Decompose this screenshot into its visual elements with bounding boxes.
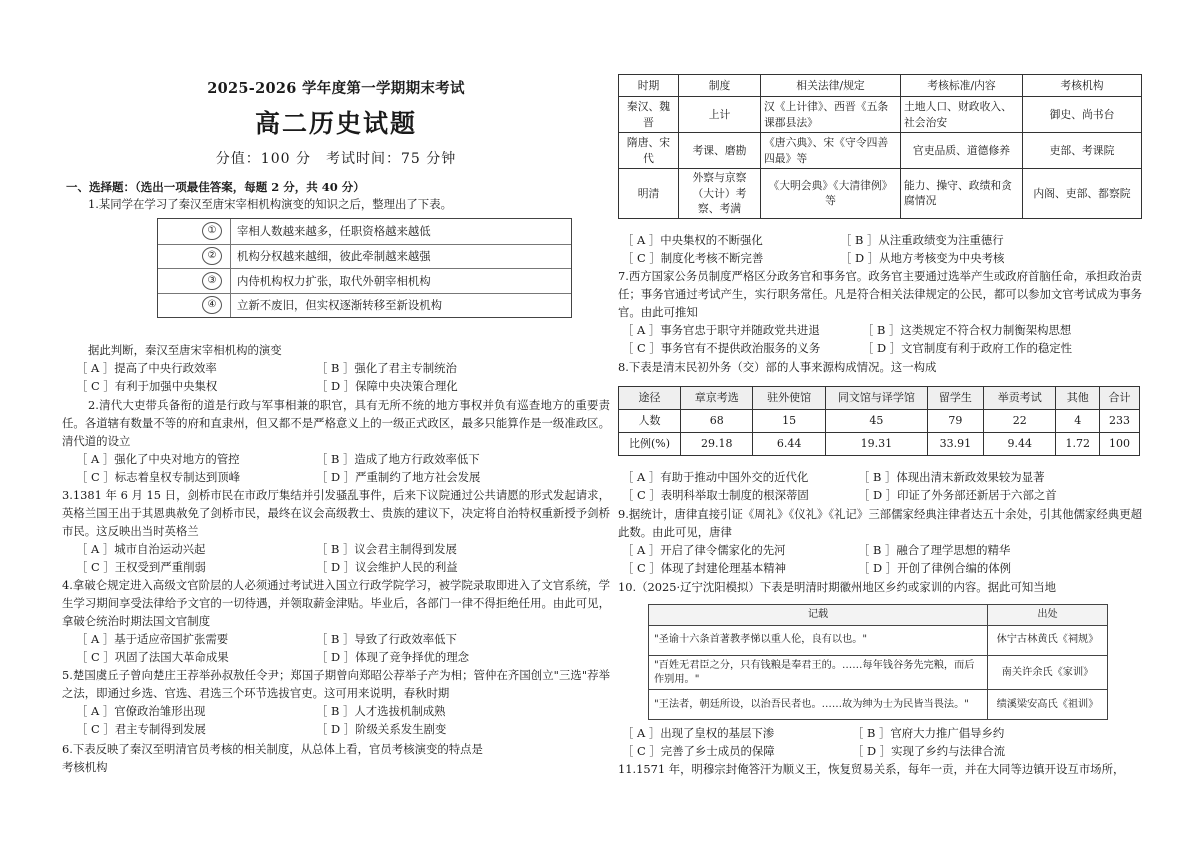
table-header-cell: 考核机构 — [1023, 75, 1142, 97]
table-header-cell: 章京考选 — [681, 387, 753, 410]
q1-box-row — [158, 293, 571, 318]
table-header-cell: 考核标准/内容 — [901, 75, 1023, 97]
q5-stem: 5.楚国虞丘子曾向楚庄王荐举孙叔敖任令尹；郑国子期曾向郑昭公荐举子产为相；管仲在齐国创立"三选"荐举之法，即通过乡选、官选、君选三个环节选拔官吏。这可用来说明，春秋时期 — [62, 668, 610, 701]
table-cell: 人数 — [619, 410, 681, 433]
q1-options — [76, 359, 610, 395]
table-header-cell: 时期 — [619, 75, 679, 97]
table-cell: 考课、磨勘 — [679, 133, 761, 169]
q8-option-d[interactable]: ［ D ］印证了外务部还新居于六部之首 — [858, 488, 1057, 503]
table-header-cell: 相关法律/规定 — [761, 75, 901, 97]
q3-option-d[interactable]: ［ D ］议会维护人民的利益 — [316, 560, 458, 575]
table-cell: 秦汉、魏晋 — [619, 97, 679, 133]
q7-options — [622, 321, 1142, 357]
q9-option-a[interactable]: ［ A ］开启了律令儒家化的先河 — [622, 543, 786, 557]
table-row — [619, 410, 1140, 433]
q2-options — [76, 450, 610, 486]
table-header-cell: 途径 — [619, 387, 681, 410]
q2-option-c[interactable]: ［ C ］标志着皇权专制达到顶峰 — [76, 470, 241, 485]
table-row — [619, 97, 1142, 133]
q1-box-text: 宰相人数越来越多，任职资格越来越低 — [230, 219, 431, 244]
table-cell: 御史、尚书台 — [1023, 97, 1142, 133]
q7-option-d[interactable]: ［ D ］文官制度有利于政府工作的稳定性 — [862, 341, 1073, 356]
q6-options — [622, 231, 1142, 267]
q3-stem: 3.1381 年 6 月 15 日，剑桥市民在市政厅集结并引发骚乱事件，后来下议院通过公共请愿的形式发起请求，英格兰国王出于其恩典赦免了剑桥市民，最终在议会高级教士、贵族的建议下，决定将自治特权重新授予剑桥市民。这反映出当时英格兰 — [62, 488, 610, 539]
table-header-cell: 同文馆与译学馆 — [825, 387, 927, 410]
table-header-cell: 出处 — [988, 605, 1108, 626]
q6-option-b[interactable]: ［ B ］从注重政绩变为注重德行 — [840, 233, 1004, 247]
q6-option-a[interactable]: ［ A ］中央集权的不断强化 — [622, 233, 763, 247]
q8-option-b[interactable]: ［ B ］体现出清末新政效果较为显著 — [858, 470, 1045, 484]
q3-option-b[interactable]: ［ B ］议会君主制得到发展 — [316, 542, 457, 556]
table-cell: 29.18 — [681, 433, 753, 456]
q11-stem: 11.1571 年，明穆宗封俺答汗为顺义王，恢复贸易关系，每年一贡，并在大同等边镇开设互市场所， — [618, 762, 1125, 776]
q10-table — [648, 604, 1108, 720]
q2-option-b[interactable]: ［ B ］造成了地方行政效率低下 — [316, 452, 480, 466]
q9-option-b[interactable]: ［ B ］融合了理学思想的精华 — [858, 543, 1011, 557]
q3-option-c[interactable]: ［ C ］王权受到严重削弱 — [76, 560, 206, 575]
q9-option-d[interactable]: ［ D ］开创了律例合编的体例 — [858, 561, 1012, 576]
table-cell: 《唐六典》、宋《守令四善四最》等 — [761, 133, 901, 169]
q2-option-d[interactable]: ［ D ］严重制约了地方社会发展 — [316, 470, 481, 485]
q7-stem: 7.西方国家公务员制度严格区分政务官和事务官。政务官主要通过选举产生或政府首脑任命，承担政治责任；事务官通过考试产生，实行职务常任。凡是符合相关法律规定的公民，都可以参加文官考试成为事务官。由此可推知 — [618, 269, 1142, 320]
table-header-row — [619, 75, 1142, 97]
q2-stem: 2.清代大吏带兵备衔的道是行政与军事相兼的职官，具有无所不统的地方事权并负有巡查地方的重要责任。各道辖有数量不等的府和直隶州，但又都不是严格意义上的一级正式政区，最多只能算作是一级准政区。清代道的设立 — [62, 398, 610, 449]
q3-option-a[interactable]: ［ A ］城市自治运动兴起 — [76, 542, 206, 556]
q1-option-a[interactable]: ［ A ］提高了中央行政效率 — [76, 361, 217, 375]
q10-option-b[interactable]: ［ B ］官府大力推广倡导乡约 — [852, 726, 1005, 740]
table-header-cell: 制度 — [679, 75, 761, 97]
q1-box-num: ② — [202, 247, 222, 265]
table-header-cell: 举贡考试 — [984, 387, 1056, 410]
q1-box-num: ③ — [202, 272, 222, 290]
table-cell: 68 — [681, 410, 753, 433]
q6-tail: 考核机构 — [62, 760, 108, 774]
q1-option-b[interactable]: ［ B ］强化了君主专制统治 — [316, 361, 457, 375]
table-row — [649, 655, 1108, 690]
q1-box-num: ① — [202, 222, 222, 240]
table-cell: 15 — [753, 410, 825, 433]
q10-option-a[interactable]: ［ A ］出现了皇权的基层下渗 — [622, 726, 775, 740]
q4-stem: 4.拿破仑规定进入高级文官阶层的人必须通过考试进入国立行政学院学习，被学院录取即进入了文官系统，学生学习期间享受法律给予文官的一切待遇，并领取薪金津贴。毕业后，各部门一律不得拒绝任用。由此可见，拿破仑统治时期法国文官制度 — [62, 578, 610, 629]
q1-lead: 据此判断，秦汉至唐宋宰相机构的演变 — [88, 343, 282, 357]
q5-option-a[interactable]: ［ A ］官僚政治雏形出现 — [76, 704, 206, 718]
table-cell: 官吏品质、道德修养 — [901, 133, 1023, 169]
table-cell: 上计 — [679, 97, 761, 133]
q1-box-text: 机构分权越来越细，彼此牵制越来越强 — [230, 245, 431, 269]
table-header-row — [649, 605, 1108, 626]
q6-table — [618, 74, 1142, 219]
left-column — [62, 0, 610, 849]
table-cell: 汉《上计律》、西晋《五条课郡县法》 — [761, 97, 901, 133]
q10-option-d[interactable]: ［ D ］实现了乡约与法律合流 — [852, 744, 1006, 759]
q5-options — [76, 702, 610, 738]
q7-option-c[interactable]: ［ C ］事务官有不提供政治服务的义务 — [622, 341, 821, 356]
q1-box — [157, 218, 572, 318]
q9-option-c[interactable]: ［ C ］体现了封建伦理基本精神 — [622, 561, 787, 576]
table-cell: 100 — [1100, 433, 1140, 456]
table-cell: "王法者，朝廷所设，以治吾民者也。……故为绅为士为民皆当畏法。" — [649, 690, 988, 720]
q9-stem: 9.据统计，唐律直接引证《周礼》《仪礼》《礼记》三部儒家经典注律者达五十余处，引其他儒家经典更超此数。由此可见，唐律 — [618, 507, 1142, 540]
table-cell: 内阁、吏部、都察院 — [1023, 169, 1142, 219]
q5-option-c[interactable]: ［ C ］君主专制得到发展 — [76, 722, 206, 737]
table-row — [649, 625, 1108, 655]
table-row — [619, 169, 1142, 219]
table-cell: 外察与京察（大计）考察、考满 — [679, 169, 761, 219]
q8-option-c[interactable]: ［ C ］表明科举取士制度的根深蒂固 — [622, 488, 809, 503]
q6-stem: 6.下表反映了秦汉至明清官员考核的相关制度，从总体上看，官员考核演变的特点是 — [62, 742, 483, 756]
table-header-cell: 合计 — [1100, 387, 1140, 410]
table-cell: 6.44 — [753, 433, 825, 456]
table-cell: 能力、操守、政绩和贪腐情况 — [901, 169, 1023, 219]
q5-option-d[interactable]: ［ D ］阶级关系发生剧变 — [316, 722, 447, 737]
table-header-cell: 留学生 — [927, 387, 983, 410]
table-cell: 33.91 — [927, 433, 983, 456]
table-cell: 9.44 — [984, 433, 1056, 456]
table-header-cell: 驻外使馆 — [753, 387, 825, 410]
table-header-cell: 记载 — [649, 605, 988, 626]
q4-options — [76, 630, 610, 666]
q7-option-a[interactable]: ［ A ］事务官忠于职守并随政党共进退 — [622, 323, 820, 337]
table-cell: 休宁古林黄氏《祠规》 — [988, 625, 1108, 655]
q10-option-c[interactable]: ［ C ］完善了乡士成员的保障 — [622, 744, 775, 759]
q1-box-row — [158, 244, 571, 269]
table-cell: 1.72 — [1056, 433, 1100, 456]
q8-option-a[interactable]: ［ A ］有助于推动中国外交的近代化 — [622, 470, 809, 484]
table-cell: 比例(%) — [619, 433, 681, 456]
table-header-cell: 其他 — [1056, 387, 1100, 410]
table-row — [649, 690, 1108, 720]
q4-option-b[interactable]: ［ B ］导致了行政效率低下 — [316, 632, 457, 646]
table-header-row — [619, 387, 1140, 410]
q1-option-d[interactable]: ［ D ］保障中央决策合理化 — [316, 379, 458, 394]
right-column — [618, 0, 1142, 849]
q5-option-b[interactable]: ［ B ］人才选拔机制成熟 — [316, 704, 446, 718]
q7-option-b[interactable]: ［ B ］这类规定不符合权力制衡架构思想 — [862, 323, 1072, 337]
table-cell: 隋唐、宋代 — [619, 133, 679, 169]
table-cell: 绩溪梁安高氏《祖训》 — [988, 690, 1108, 720]
table-cell: 吏部、考课院 — [1023, 133, 1142, 169]
table-cell: 45 — [825, 410, 927, 433]
q6-option-d[interactable]: ［ D ］从地方考核变为中央考核 — [840, 251, 1005, 266]
q4-option-c[interactable]: ［ C ］巩固了法国大革命成果 — [76, 650, 229, 665]
q4-option-a[interactable]: ［ A ］基于适应帝国扩张需要 — [76, 632, 229, 646]
table-cell: "圣谕十六条首著教孝悌以重人伦，良有以也。" — [649, 625, 988, 655]
table-cell: 明清 — [619, 169, 679, 219]
table-cell: 19.31 — [825, 433, 927, 456]
q1-box-num: ④ — [202, 296, 222, 314]
table-cell: 南关许余氏《家训》 — [988, 655, 1108, 690]
table-row — [619, 433, 1140, 456]
q10-options — [622, 724, 1142, 760]
q4-option-d[interactable]: ［ D ］体现了竞争择优的理念 — [316, 650, 470, 665]
q1-box-text: 立新不废旧，但实权逐渐转移至新设机构 — [230, 294, 442, 318]
table-cell: "百姓无君臣之分，只有钱粮是奉君王的。……每年钱谷务先完粮，而后作别用。" — [649, 655, 988, 690]
q8-stem: 8.下表是清末民初外务（交）部的人事来源构成情况。这一构成 — [618, 360, 937, 374]
q10-stem: 10.（2025·辽宁沈阳模拟）下表是明清时期徽州地区乡约或家训的内容。据此可知当地 — [618, 580, 1057, 594]
q3-options — [76, 540, 610, 576]
q2-option-a[interactable]: ［ A ］强化了中央对地方的管控 — [76, 452, 240, 466]
table-cell: 土地人口、财政收入、社会治安 — [901, 97, 1023, 133]
table-cell: 79 — [927, 410, 983, 433]
table-cell: 《大明会典》《大清律例》等 — [761, 169, 901, 219]
q1-box-row — [158, 219, 571, 244]
q1-box-text: 内侍机构权力扩张，取代外朝宰相机构 — [230, 269, 431, 293]
q8-options — [622, 468, 1142, 504]
table-cell: 22 — [984, 410, 1056, 433]
q8-table — [618, 386, 1140, 456]
table-row — [619, 133, 1142, 169]
exam-title: 2025-2026 学年度第一学期期末考试 — [207, 80, 465, 97]
q1-stem: 1.某同学在学习了秦汉至唐宋宰相机构演变的知识之后，整理出了下表。 — [88, 197, 452, 211]
q1-box-row — [158, 268, 571, 293]
table-cell: 233 — [1100, 410, 1140, 433]
q1-option-c[interactable]: ［ C ］有利于加强中央集权 — [76, 379, 218, 394]
q9-options — [622, 541, 1142, 577]
q6-option-c[interactable]: ［ C ］制度化考核不断完善 — [622, 251, 764, 266]
subject-title: 高二历史试题 — [254, 109, 417, 138]
section-title: 一、选择题：（选出一项最佳答案，每题 2 分，共 40 分） — [66, 180, 365, 194]
table-cell: 4 — [1056, 410, 1100, 433]
score-time: 分值：100 分 考试时间：75 分钟 — [215, 151, 457, 167]
